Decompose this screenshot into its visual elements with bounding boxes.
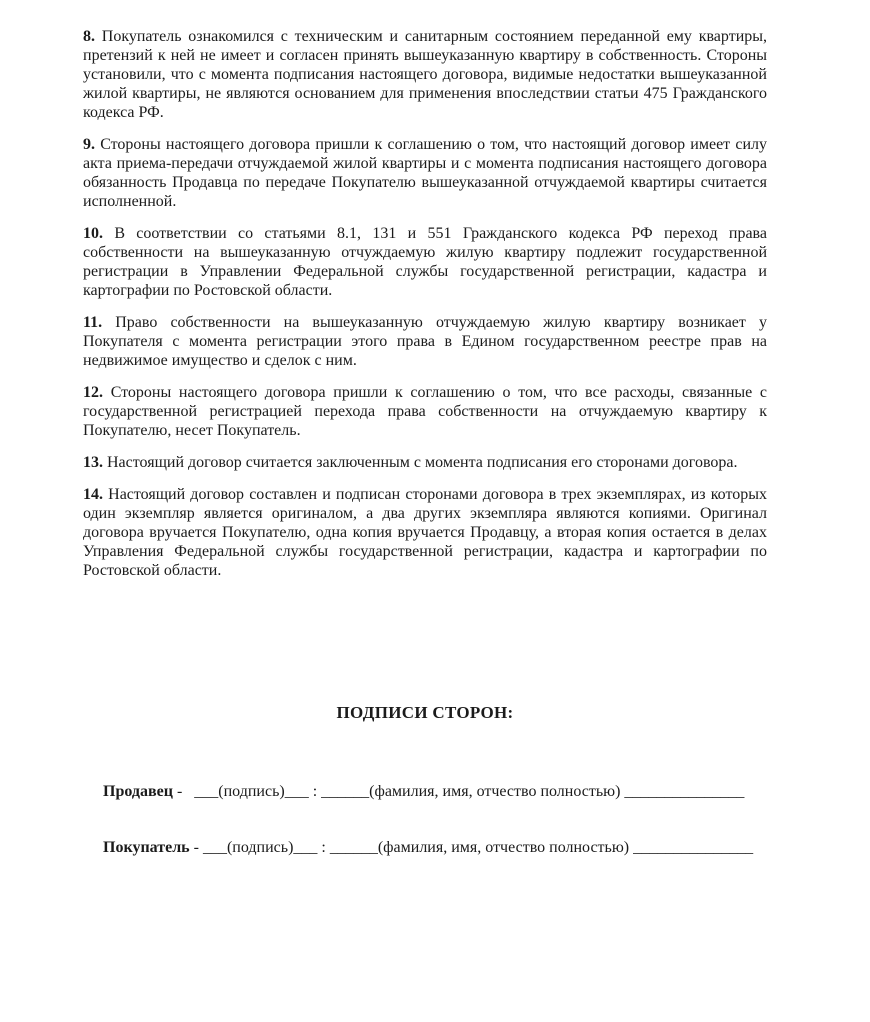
clause-number: 12.	[83, 384, 103, 401]
clause-number: 13.	[83, 454, 103, 471]
clause-text: Настоящий договор считается заключенным с момента подписания его сторонами договора.	[107, 454, 738, 471]
clause-number: 8.	[83, 28, 95, 45]
contract-clause-11	[83, 313, 767, 370]
clause-text: Стороны настоящего договора пришли к соглашению о том, что настоящий договор имеет силу акта приема-передачи отчуждаемой жилой квартиры и с момента подписания настоящего договора обязанность Продавца по передаче Покупателю вышеуказанной отчуждаемой квартиры считается исполненной.	[83, 136, 767, 210]
buyer-signature-row	[83, 838, 767, 857]
seller-name-blank: _______________	[624, 783, 745, 800]
contract-clause-14	[83, 485, 767, 580]
buyer-label: Покупатель	[103, 839, 190, 856]
clause-number: 10.	[83, 225, 103, 242]
clause-number: 14.	[83, 486, 103, 503]
contract-clause-10	[83, 224, 767, 300]
contract-body	[83, 27, 767, 857]
clause-text: Стороны настоящего договора пришли к соглашению о том, что все расходы, связанные с государственной регистрацией перехода права собственности на отчуждаемую квартиру к Покупателю, несет Покупатель.	[83, 384, 768, 439]
clause-text: В соответствии со статьями 8.1, 131 и 551 Гражданского кодекса РФ переход права собственности на вышеуказанную отчуждаемую жилую квартиру подлежит государственной регистрации в Управлении Федеральной службы государственной регистрации, кадастра и картографии по Ростовской области.	[83, 225, 768, 299]
clause-number: 9.	[83, 136, 95, 153]
contract-clause-13	[83, 453, 767, 472]
clause-number: 11.	[83, 314, 103, 331]
buyer-name-blank: _______________	[633, 839, 754, 856]
signatures-heading: ПОДПИСИ СТОРОН:	[336, 703, 514, 722]
buyer-signature-line: - ___(подпись)___ : ______(фамилия, имя, отчество полностью)	[189, 839, 634, 856]
contract-clause-12	[83, 383, 767, 440]
contract-clause-8	[83, 27, 767, 122]
clause-text: Право собственности на вышеуказанную отчуждаемую жилую квартиру возникает у Покупателя с момента регистрации этого права в Едином государственном реестре прав на недвижимое имущество и сделок с ним.	[83, 314, 768, 369]
clause-text: Покупатель ознакомился с техническим и санитарным состоянием переданной ему квартиры, претензий к ней не имеет и согласен принять вышеуказанную квартиру в собственность. Стороны установили, что с момента подписания настоящего договора, видимые недостатки вышеуказанной жилой квартиры, не являются основанием для применения впоследствии статьи 475 Гражданского кодекса РФ.	[83, 28, 767, 121]
seller-signature-row	[83, 782, 767, 801]
seller-label: Продавец	[103, 783, 173, 800]
contract-clause-9	[83, 135, 767, 211]
clause-text: Настоящий договор составлен и подписан сторонами договора в трех экземплярах, из которых один экземпляр является оригиналом, а два других экземпляра являются копиями. Оригинал договора вручается Покупателю, одна копия вручается Продавцу, а вторая копия остается в делах Управления Федеральной службы государственной регистрации, кадастра и картографии по Ростовской области.	[83, 486, 768, 579]
seller-signature-line: - ___(подпись)___ : ______(фамилия, имя, отчество полностью)	[172, 783, 625, 800]
